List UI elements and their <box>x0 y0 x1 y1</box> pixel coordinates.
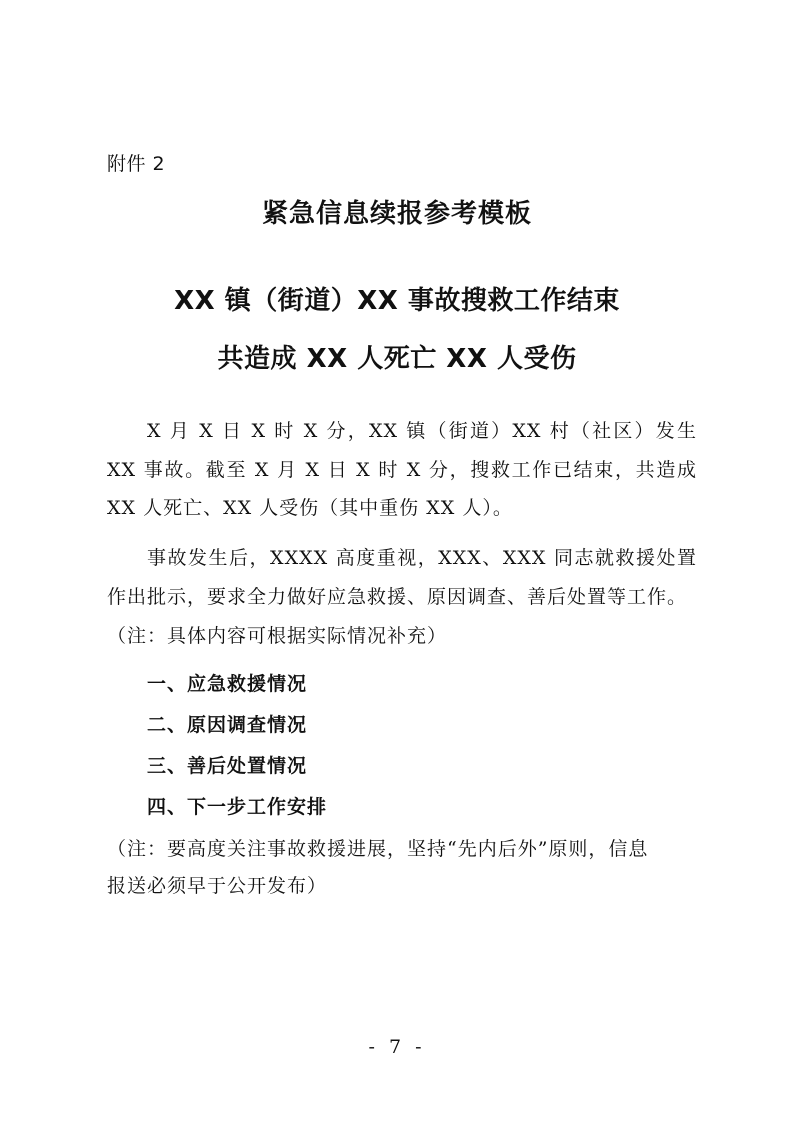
section-heading-next-steps: 四、下一步工作安排 <box>147 796 328 818</box>
document-title: 紧急信息续报参考模板 <box>261 199 532 229</box>
note-reporting-principle: （注：要高度关注事故救援进展，坚持“先内后外”原则，信息报送必须早于公开发布） <box>107 838 649 897</box>
section-heading-aftermath: 三、善后处置情况 <box>147 755 308 777</box>
page-number: - 7 - <box>368 1036 426 1058</box>
note-supplement: （注：具体内容可根据实际情况补充） <box>107 625 448 647</box>
section-heading-rescue: 一、应急救援情况 <box>147 673 308 695</box>
section-heading-cause: 二、原因调查情况 <box>147 714 308 736</box>
paragraph-response: 事故发生后，XXXX 高度重视，XXX、XXX 同志就救援处置作出批示，要求全力做好应急救援、原因调查、善后处置等工作。 <box>107 547 697 608</box>
paragraph-incident-summary: X 月 X 日 X 时 X 分，XX 镇（街道）XX 村（社区）发生 XX 事故。截至 X 月 X 日 X 时 X 分，搜救工作已结束，共造成 XX 人死亡、XX 人受伤（其中重伤 XX 人）。 <box>107 420 697 519</box>
document-subtitle-line1: XX 镇（街道）XX 事故搜救工作结束 <box>174 286 620 316</box>
attachment-label: 附件 2 <box>107 153 166 175</box>
document-subtitle-line2: 共造成 XX 人死亡 XX 人受伤 <box>217 344 577 374</box>
